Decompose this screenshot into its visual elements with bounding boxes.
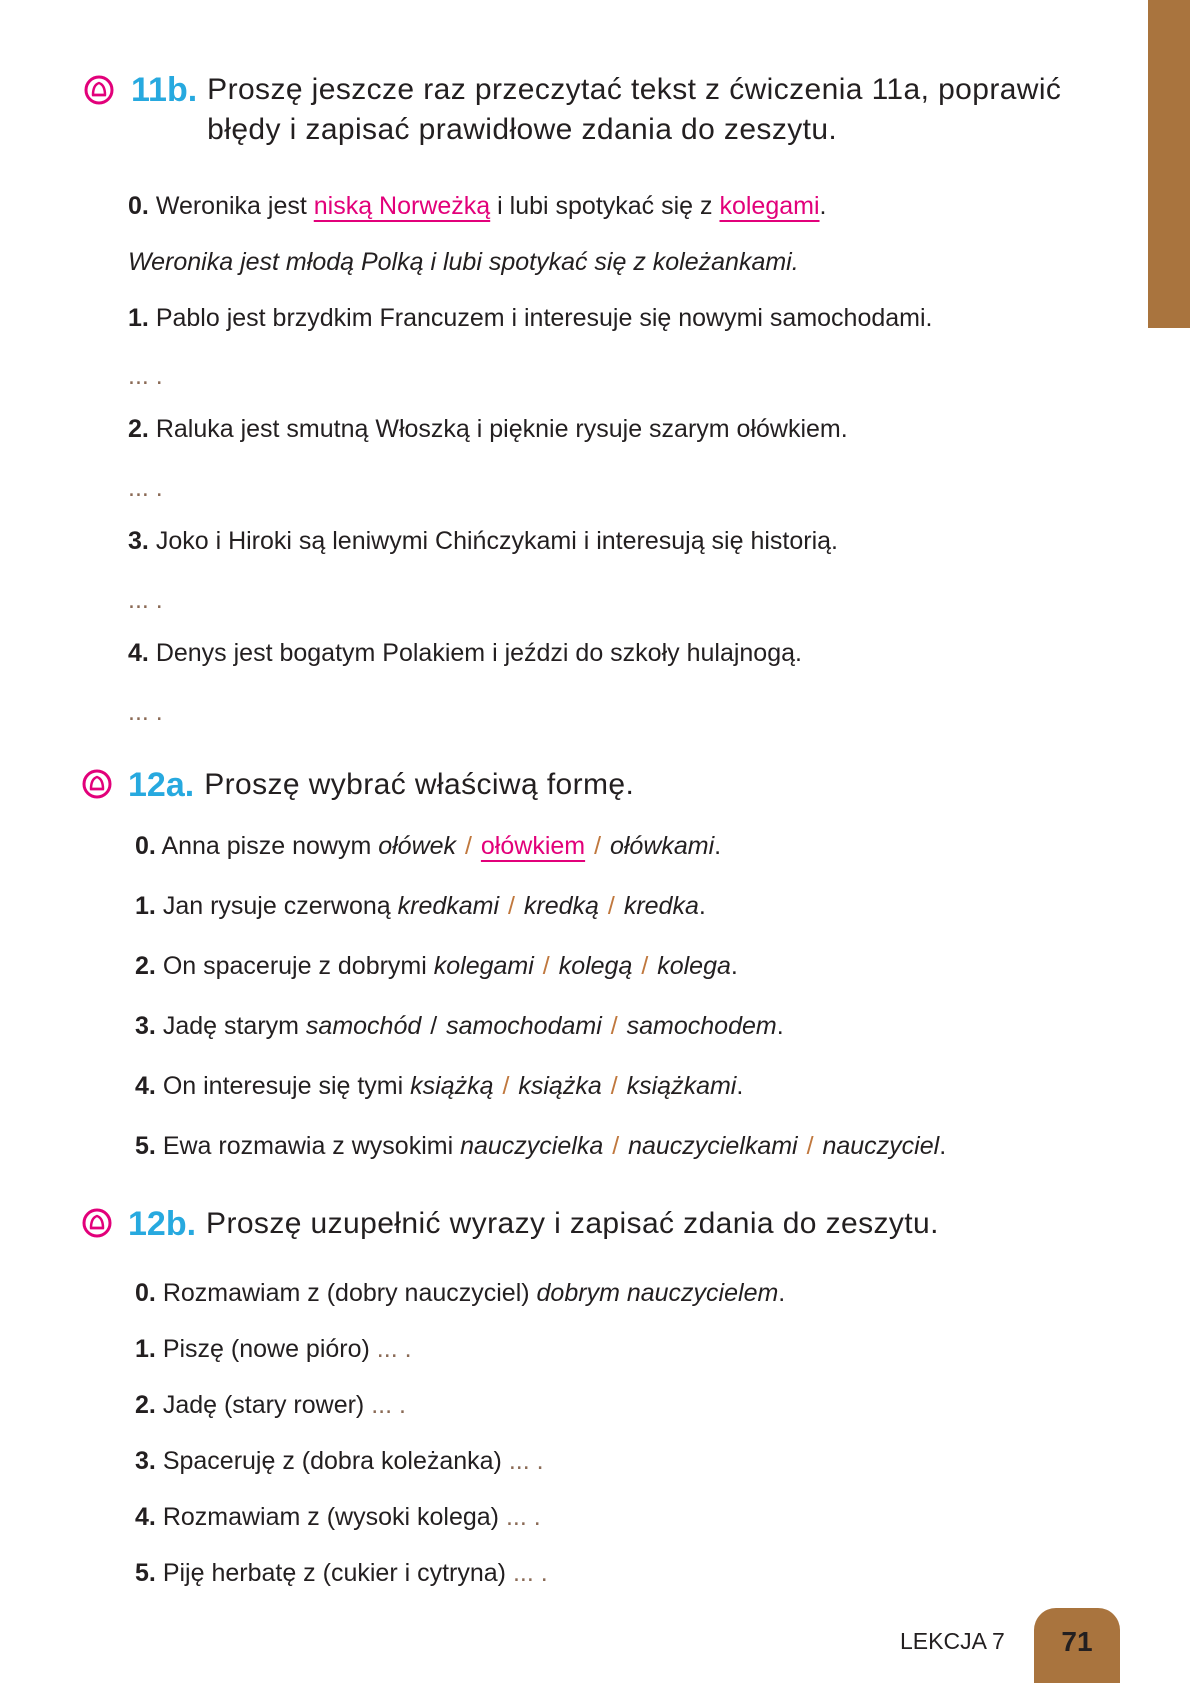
answer-blank[interactable]: ... . <box>371 1391 406 1419</box>
instruction-line-1: Proszę jeszcze raz przeczytać tekst z ćwiczenia 11a, poprawić <box>207 73 1062 106</box>
choice-item <box>135 1130 946 1162</box>
item-number: 2. <box>135 1391 156 1419</box>
selected-option[interactable]: ołówkiem <box>480 832 586 860</box>
exercise-12b-header <box>128 1204 939 1244</box>
item-stem: On spaceruje z dobrymi <box>162 952 434 980</box>
choice-item <box>135 1070 743 1102</box>
period: . <box>939 1132 947 1160</box>
exercise-instruction: Proszę wybrać właściwą formę. <box>204 768 635 801</box>
choice-item <box>135 1010 784 1042</box>
pencil-hand-icon <box>84 75 114 105</box>
option-separator: / <box>594 832 602 860</box>
pencil-hand-icon <box>82 769 112 799</box>
choice-item <box>135 950 738 982</box>
option-separator: / <box>806 1132 814 1160</box>
option-separator: / <box>641 952 649 980</box>
option[interactable]: kolegami <box>433 952 534 980</box>
answer-blank[interactable]: ... . <box>512 1559 548 1587</box>
item-number: 1. <box>135 892 156 920</box>
answer-blank[interactable]: ... . <box>128 474 163 502</box>
option[interactable]: kredkami <box>397 892 500 920</box>
answer-blank[interactable]: ... . <box>508 1447 544 1475</box>
side-color-tab <box>1148 0 1190 328</box>
option[interactable]: samochodami <box>446 1012 602 1040</box>
option[interactable]: samochód <box>305 1012 422 1040</box>
lesson-label: LEKCJA 7 <box>900 1628 1005 1654</box>
option-separator: / <box>610 1012 618 1040</box>
exercise-instruction <box>207 70 1061 150</box>
item-number: 0. <box>135 832 156 860</box>
choice-item <box>135 830 721 862</box>
option[interactable]: nauczycielka <box>460 1132 604 1160</box>
item-text: Piszę (nowe pióro) <box>162 1335 377 1363</box>
period: . <box>730 952 738 980</box>
item-stem: Jan rysuje czerwoną <box>162 892 398 920</box>
answer-blank[interactable]: ... . <box>128 586 163 614</box>
item-text: Joko i Hiroki są leniwymi Chińczykami i interesują się historią. <box>155 527 838 555</box>
item-stem: Anna pisze nowym <box>161 832 379 860</box>
list-item <box>128 413 848 445</box>
item-number: 2. <box>128 415 149 443</box>
item-number: 0. <box>135 1279 156 1307</box>
option[interactable]: książką <box>410 1072 494 1100</box>
option-separator: / <box>610 1072 618 1100</box>
period: . <box>698 892 706 920</box>
option[interactable]: kolegą <box>558 952 633 980</box>
exercise-number: 11b. <box>131 71 198 109</box>
option-separator: / <box>612 1132 620 1160</box>
item-stem: On interesuje się tymi <box>162 1072 411 1100</box>
example-answer: Weronika jest młodą Polką i lubi spotykać się z koleżankami. <box>128 248 799 276</box>
choice-item <box>135 890 706 922</box>
fill-item <box>135 1501 541 1533</box>
option-separator: / <box>542 952 550 980</box>
option[interactable]: nauczyciel <box>822 1132 940 1160</box>
option[interactable]: książka <box>518 1072 602 1100</box>
item-number: 5. <box>135 1132 156 1160</box>
item-number: 3. <box>128 527 149 555</box>
item-number: 3. <box>135 1012 156 1040</box>
sentence-part: . <box>819 192 827 220</box>
item-number: 3. <box>135 1447 156 1475</box>
item-number: 4. <box>135 1503 156 1531</box>
item-text: Rozmawiam z (dobry nauczyciel) <box>162 1279 537 1307</box>
option[interactable]: książkami <box>626 1072 737 1100</box>
item-text: Pablo jest brzydkim Francuzem i interesuje się nowymi samochodami. <box>155 304 933 332</box>
exercise-12a-header <box>128 765 634 805</box>
sentence-part: i lubi spotykać się z <box>490 192 720 220</box>
fill-item <box>135 1333 412 1365</box>
item-number: 1. <box>135 1335 156 1363</box>
sentence-part: Weronika jest <box>155 192 314 220</box>
list-item <box>128 302 933 334</box>
period: . <box>736 1072 744 1100</box>
item-text: Spaceruję z (dobra koleżanka) <box>162 1447 509 1475</box>
exercise-number: 12b. <box>128 1205 197 1243</box>
answer-blank[interactable]: ... . <box>505 1503 541 1531</box>
list-item <box>128 637 802 669</box>
option-separator: / <box>465 832 472 860</box>
item-text: Rozmawiam z (wysoki kolega) <box>162 1503 506 1531</box>
option[interactable]: ołówkami <box>609 832 715 860</box>
period: . <box>778 1279 786 1307</box>
answer-blank[interactable]: ... . <box>128 698 163 726</box>
option[interactable]: kredką <box>523 892 599 920</box>
option[interactable]: kolega <box>657 952 731 980</box>
option[interactable]: nauczycielkami <box>628 1132 798 1160</box>
option-separator: / <box>607 892 615 920</box>
fill-item <box>135 1557 548 1589</box>
option[interactable]: ołówek <box>378 832 457 860</box>
instruction-line-2: błędy i zapisać prawidłowe zdania do zeszytu. <box>207 113 838 146</box>
marked-error: niską Norweżką <box>313 192 491 220</box>
answer-blank[interactable]: ... . <box>128 362 163 390</box>
item-number: 4. <box>128 639 149 667</box>
exercise-11b-header <box>131 70 1061 150</box>
page-number-tab <box>1034 1608 1120 1683</box>
period: . <box>714 832 722 860</box>
pencil-hand-icon <box>82 1208 112 1238</box>
example-sentence <box>135 1277 785 1309</box>
example-sentence <box>128 190 826 222</box>
item-text: Jadę (stary rower) <box>162 1391 372 1419</box>
item-number: 5. <box>135 1559 156 1587</box>
item-number: 2. <box>135 952 156 980</box>
exercise-number: 12a. <box>128 766 195 804</box>
item-number: 4. <box>135 1072 156 1100</box>
option[interactable]: kredka <box>623 892 699 920</box>
marked-error: kolegami <box>719 192 820 220</box>
item-stem: Ewa rozmawia z wysokimi <box>162 1132 461 1160</box>
option-separator: / <box>502 1072 510 1100</box>
fill-item <box>135 1389 406 1421</box>
page-number: 71 <box>1061 1626 1093 1657</box>
period: . <box>776 1012 784 1040</box>
list-item <box>128 525 838 557</box>
item-text: Denys jest bogatym Polakiem i jeździ do szkoły hulajnogą. <box>155 639 802 667</box>
item-text: Raluka jest smutną Włoszką i pięknie rysuje szarym ołówkiem. <box>155 415 848 443</box>
option-separator: / <box>430 1012 438 1040</box>
item-stem: Jadę starym <box>162 1012 306 1040</box>
item-text: Piję herbatę z (cukier i cytryna) <box>162 1559 513 1587</box>
option-separator: / <box>508 892 515 920</box>
answer-blank[interactable]: ... . <box>376 1335 412 1363</box>
example-answer: dobrym nauczycielem <box>536 1279 779 1307</box>
item-number: 0. <box>128 192 149 220</box>
fill-item <box>135 1445 544 1477</box>
item-number: 1. <box>128 304 149 332</box>
option[interactable]: samochodem <box>626 1012 777 1040</box>
exercise-instruction: Proszę uzupełnić wyrazy i zapisać zdania do zeszytu. <box>206 1207 939 1240</box>
